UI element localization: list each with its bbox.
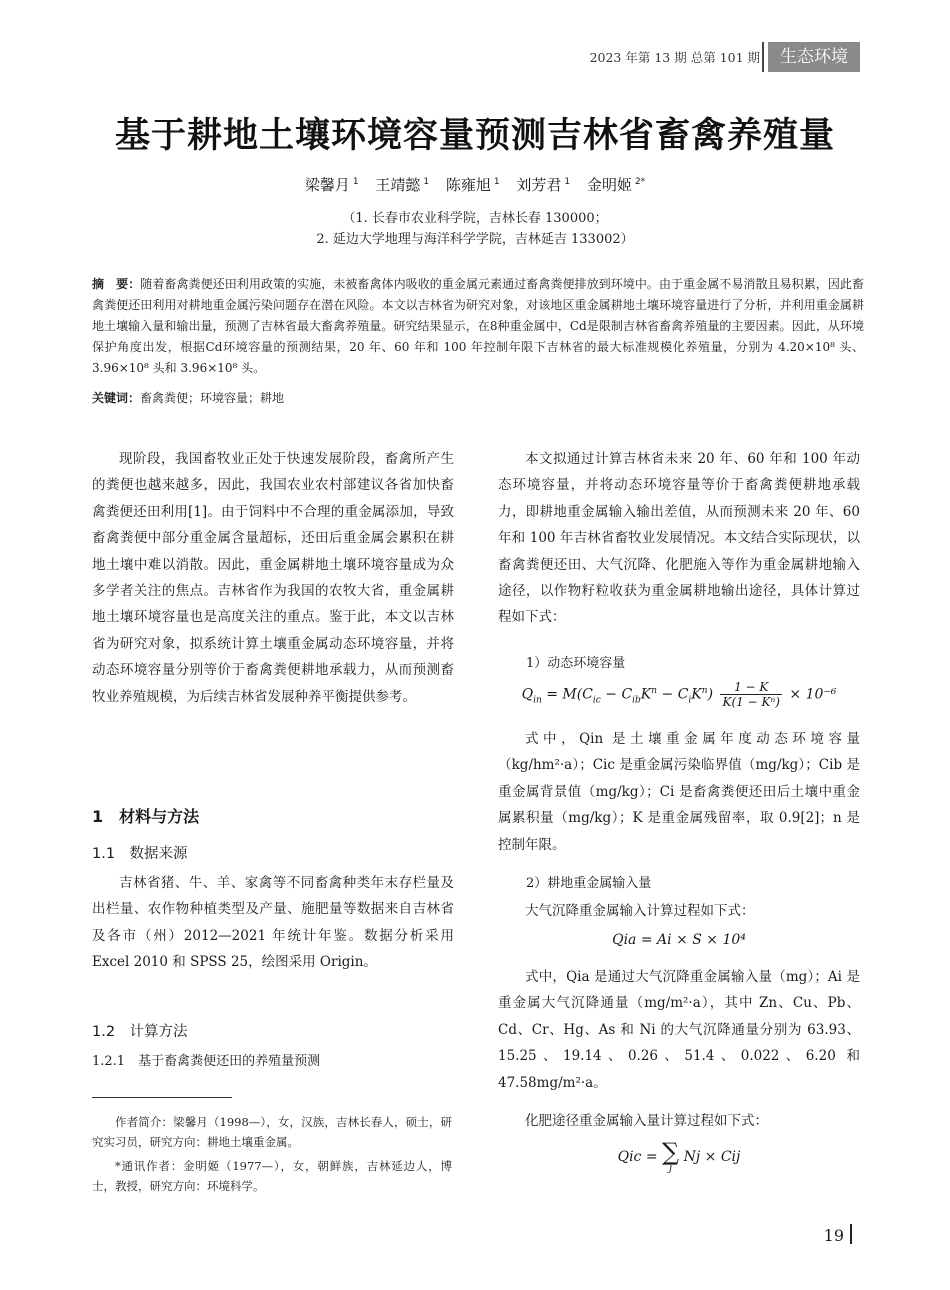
paper-title: 基于耕地土壤环境容量预测吉林省畜禽养殖量 [114,116,835,156]
issue-info: 2023 年第 13 期 总第 101 期 [589,50,760,65]
footnote-corresponding: *通讯作者：金明姬（1977—），女，朝鲜族，吉林延边人，博士，教授，研究方向：环境科学。 [92,1159,452,1193]
deposition-intro: 大气沉降重金属输入计算过程如下式： [525,903,755,919]
author-list [0,174,950,195]
author: 王靖懿 $^1$ [375,176,430,194]
keywords [92,389,864,406]
method-paragraph: 本文拟通过计算吉林省未来 20 年、60 年和 100 年动态环境容量，并将动态环境容量等价于畜禽粪便耕地承载力，即耕地重金属输入输出差值，从而预测未来 20 年、60 年和 100 年吉林省畜牧业发展情况。本文结合实际现状，以畜禽粪便还田、大气沉降、化肥施入等作为重金属耕地输入途径，以作物籽粒收获为重金属耕地输出途径，具体计算过程如下式： [498,451,860,626]
abstract-label: 摘 要： [92,277,141,291]
affiliation-line-2: 2. 延边大学地理与海洋科学学院，吉林延吉 133002） [316,232,634,247]
list-item-heading: 2）耕地重金属输入量 [526,876,652,891]
keywords-text: 畜禽粪便；环境容量；耕地 [140,391,285,405]
subsubsection-heading: 1.2.1 基于畜禽粪便还田的养殖量预测 [92,1054,321,1069]
author: 金明姬 $^{2*}$ [586,176,646,194]
section-heading: 1 材料与方法 [92,807,200,826]
equation-dynamic-capacity: $Q_{in} = M(C_{ic} - C_{ib}K^n - C_iK^n)$ $\frac{1 - K}{\text{K(1 − Kⁿ)}}$ × 10⁻⁶ [521,680,837,709]
author: 陈雍旭 $^1$ [445,176,500,194]
footnote-author-bio: 作者简介：梁馨月（1998—），女，汉族，吉林长春人，硕士，研究实习员，研究方向：耕地土壤重金属。 [92,1115,452,1149]
variable-definitions-1: 式中，Qin 是土壤重金属年度动态环境容量（kg/hm²·a）；Cic 是重金属污染临界值（mg/kg）；Cib 是重金属背景值（mg/kg）；Ci 是畜禽粪便还田后土壤中重金属累积量（mg/kg）；K 是重金属残留率，取 0.9[2]；n 是控制年限。 [498,731,860,853]
fertilizer-intro: 化肥途径重金属输入量计算过程如下式： [525,1113,768,1129]
abstract [92,274,864,379]
equation-atmospheric-input: Qia = Ai × S × 10⁴ [612,932,746,948]
author: 梁馨月 $^1$ [304,176,359,194]
data-source-paragraph: 吉林省猪、牛、羊、家禽等不同畜禽种类年末存栏量及出栏量、农作物种植类型及产量、施肥量等数据来自吉林省及各市（州）2012—2021 年统计年鉴。数据分析采用 Excel 2010 和 SPSS 25，绘图采用 Origin。 [92,875,454,971]
header-divider [762,42,764,72]
list-item-heading: 1）动态环境容量 [526,656,626,671]
author: 刘芳君 $^1$ [516,176,571,194]
subsection-heading: 1.1 数据来源 [92,846,188,862]
keywords-label: 关键词： [92,391,141,405]
footnote-divider [92,1097,232,1098]
page-number: 19 [823,1226,844,1245]
page-number-bar [850,1224,852,1244]
abstract-text: 随着畜禽粪便还田利用政策的实施，未被畜禽体内吸收的重金属元素通过畜禽粪便排放到环境中。由于重金属不易消散且易积累，因此畜禽粪便还田利用对耕地重金属污染问题存在潜在风险。本文以吉林省为研究对象，对该地区重金属耕地土壤环境容量进行了分析，并利用重金属耕地土壤输入量和输出量，预测了吉林省最大畜禽养殖量。研究结果显示，在8种重金属中，Cd是限制吉林省畜禽养殖量的主要因素。因此，从环境保护角度出发，根据Cd环境容量的预测结果，20 年、60 年和 100 年控制年限下吉林省的最大标准规模化养殖量，分别为 4.20×10⁸ 头、3.96×10⁸ 头和 3.96×10⁸ 头。 [92,277,864,375]
section-tag: 生态环境 [768,42,860,72]
subsection-heading: 1.2 计算方法 [92,1024,188,1040]
equation-fertilizer-input: Qic = ∑ j Nj × Cij [617,1138,741,1174]
affiliation-line-1: （1. 长春市农业科学院，吉林长春 130000； [342,211,608,226]
intro-paragraph: 现阶段，我国畜牧业正处于快速发展阶段，畜禽所产生的粪便也越来越多，因此，我国农业农村部建议各省加快畜禽粪便还田利用[1]。由于饲料中不合理的重金属添加，导致畜禽粪便中部分重金属含量超标，还田后重金属会累积在耕地土壤中难以消散。因此，重金属耕地土壤环境容量成为众多学者关注的焦点。吉林省作为我国的农牧大省，重金属耕地土壤环境容量也是高度关注的重点。鉴于此，本文以吉林省为研究对象，拟系统计算土壤重金属动态环境容量，并将动态环境容量分别等价于畜禽粪便耕地承载力，从而预测畜牧业养殖规模，为后续吉林省发展种养平衡提供参考。 [92,451,454,705]
variable-definitions-2: 式中，Qia 是通过大气沉降重金属输入量（mg）；Ai 是重金属大气沉降通量（mg/m²·a），其中 Zn、Cu、Pb、Cd、Cr、Hg、As 和 Ni 的大气沉降通量分别为 63.93、15.25、19.14、0.26、51.4、0.022、6.20 和 47.58mg/m²·a。 [498,969,860,1091]
